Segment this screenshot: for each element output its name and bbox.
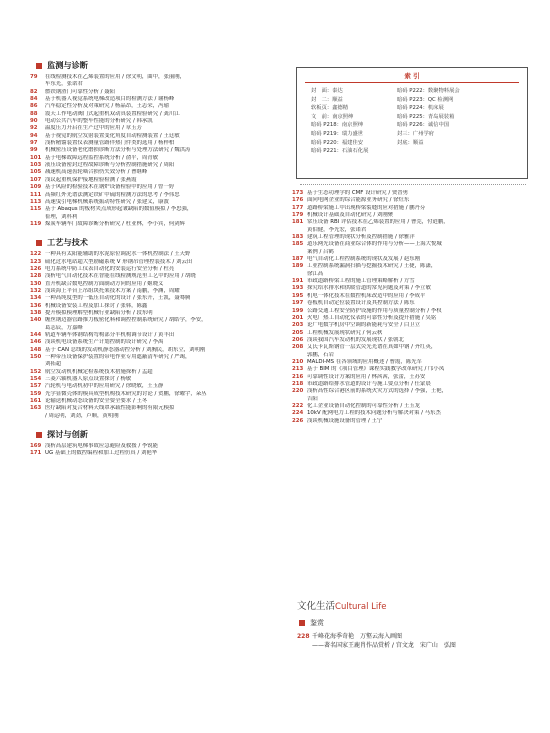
toc-entry xyxy=(30,273,280,280)
entry-title: 面向电网企业的综合能源业务研究 / 徐灶东 xyxy=(307,197,410,204)
entry-title: 基于 Abaqus 的板材夹点成形起皱缺陷的数值模拟 / 李忠强， xyxy=(45,206,193,213)
left-column xyxy=(30,58,280,458)
page-number: 187 xyxy=(292,256,304,263)
toc-entry xyxy=(30,125,280,132)
square-bullet-icon xyxy=(36,432,42,438)
page-number: 119 xyxy=(30,220,42,227)
page-number: 205 xyxy=(292,329,304,336)
toc-entry xyxy=(292,315,532,322)
index-item: 文 前：南京照绅 xyxy=(311,113,354,120)
index-title: 索 引 xyxy=(404,72,420,80)
entry-title: 车东光，张诺君 xyxy=(45,81,83,88)
entry-title: 在线检测技术在乙烯装置的应用 / 徐文明，曲中，张丽刚， xyxy=(45,74,186,80)
entry-title: 卷板机自动定位装置设计及其控制方法 / 陈东 xyxy=(307,300,415,307)
page-number: 220 xyxy=(292,388,304,395)
page-number: 103 xyxy=(30,162,42,169)
page-number: 90 xyxy=(30,118,38,125)
toc-entry xyxy=(30,259,280,266)
toc-entry xyxy=(30,169,280,176)
page-number: 97 xyxy=(30,140,38,147)
toc-entry xyxy=(292,337,532,344)
page-number: 193 xyxy=(292,285,304,292)
entry-title: 缠丝钢边器管路推力板密化料和调控控制系统研究 / 胡皓学，李安， xyxy=(45,317,207,324)
toc-entry-continuation xyxy=(30,361,280,368)
toc-entry-continuation xyxy=(292,352,532,359)
toc-entry xyxy=(30,398,280,405)
toc-entry xyxy=(30,339,280,346)
page-number: 203 xyxy=(292,322,304,329)
entry-title: 黄伯健，李光宏，张诺君 xyxy=(307,226,367,233)
entry-title: 可靠调性设计方案的应用 / 林茜茜，张蕾，王苏安 xyxy=(307,373,426,380)
entry-title: 一种具有太阳能辅助的水泥原位调泥水一体机控制法 / 王天野 xyxy=(45,251,191,258)
entry-title: 震天工作电动阀门式起重机双动真装置检验研究 / 龚川江 xyxy=(45,110,180,117)
entry-title: 千峰花海季奇艳 万壑云海入画图 xyxy=(312,633,403,640)
dotted-divider xyxy=(300,184,526,185)
entry-title: 案例 / 吕鹤 xyxy=(307,248,334,255)
toc-entry-continuation xyxy=(30,81,280,88)
toc-entry xyxy=(30,89,280,96)
entry-title: 基于生态功理学的 CMF 设计研究 / 贾晋勇 xyxy=(307,190,409,196)
page-number: 144 xyxy=(30,332,42,338)
page-number: 222 xyxy=(292,402,304,409)
page-number: 176 xyxy=(292,197,304,204)
culture-title-en: Cultural Life xyxy=(335,602,387,612)
toc-entry xyxy=(30,199,280,206)
page-number: 179 xyxy=(292,212,304,219)
entry-title: / 周运明，刘劲，卢顺，黄明刚 xyxy=(45,412,119,419)
entry-title: 刘拓超 xyxy=(45,361,62,368)
entry-title: 徐江高 xyxy=(307,270,324,277)
section-heading xyxy=(30,237,280,248)
entry-title: 基于风险的检验技术在钢炉设备检验中的应用 / 曾一婷 xyxy=(45,184,175,191)
index-item: 暗码 P221：石油石化展 xyxy=(311,148,369,155)
toc-entry xyxy=(292,308,532,315)
page-number: 177 xyxy=(292,204,304,211)
entry-title: 温度压力开启在生产过中的应用 / 章玉芳 xyxy=(45,125,142,132)
page-number: 216 xyxy=(292,373,304,380)
toc-entry xyxy=(292,241,532,248)
index-item: 暗码 P226：诚信中国 xyxy=(397,122,450,129)
entry-title: 电气自动化工程控制系统的现状及发展 / 赵东刚 xyxy=(307,256,421,263)
index-item: 封 面：泰达 xyxy=(311,88,343,94)
index-box xyxy=(296,67,528,179)
page-number: 134 xyxy=(30,295,42,302)
entry-title: 减速机高速齿轮啮合损伤失效分析 / 曹继峰 xyxy=(45,169,148,176)
entry-title: 提升模拟模理解型机械行业缺陷分析 / 段东明 xyxy=(45,309,153,316)
entry-title: 电力系统中防工仪表自动化的安装运行安全分析 / 杜亮 xyxy=(45,265,175,272)
entry-title: 高速曳引电梯机械系统振动特性研究 / 张建义，康波 xyxy=(45,198,169,205)
page-number: 183 xyxy=(292,234,304,241)
page-number: 169 xyxy=(30,443,42,450)
toc-entry-continuation xyxy=(30,325,280,332)
page-number: 191 xyxy=(292,278,304,285)
page-number: 224 xyxy=(292,410,304,417)
page-number: 218 xyxy=(292,380,304,387)
toc-entry xyxy=(292,263,532,270)
toc-entry xyxy=(30,184,280,191)
index-item xyxy=(397,148,517,155)
page-number: 138 xyxy=(30,309,42,316)
culture-section xyxy=(297,598,532,650)
toc-entry xyxy=(292,374,532,381)
page-number: 197 xyxy=(292,300,304,307)
toc-entry xyxy=(30,118,280,125)
index-item: 暗码 P218：南京照绅 xyxy=(311,122,364,129)
entry-title: 液压设备密封过程故障诊断与分析控制措施研究 / 周阳 xyxy=(45,162,175,169)
page-number: 92 xyxy=(30,125,38,132)
page-number: 228 xyxy=(297,633,310,640)
toc-entry xyxy=(292,359,532,366)
toc-entry-continuation xyxy=(292,249,532,256)
page-number: 148 xyxy=(30,346,42,353)
page-number: 210 xyxy=(292,358,304,365)
toc-entry xyxy=(30,147,280,154)
page-number: 105 xyxy=(30,169,42,176)
entry-title: 崔理，刘科利 xyxy=(45,213,78,220)
toc-entry xyxy=(292,344,532,351)
page-number: 185 xyxy=(292,241,304,248)
entry-title: 汽车稳定性分析及对策研究 / 杨晶昂，王志荣，冯瑜 xyxy=(45,103,169,110)
toc-entry xyxy=(292,285,532,292)
entry-title: 机械设计基础及自动化研究 / 刘刚聚 xyxy=(307,212,394,219)
culture-subsection-title: 鉴赏 xyxy=(310,619,324,627)
entry-title: 论输送机械动态设备的安全要全要求 / 王冬 xyxy=(45,398,148,405)
toc-entry xyxy=(30,288,280,295)
page-number: 195 xyxy=(292,292,304,299)
toc-entry xyxy=(30,332,280,339)
toc-entry xyxy=(30,266,280,273)
page-number: 88 xyxy=(30,110,38,117)
toc-entry-continuation xyxy=(292,271,532,278)
square-bullet-icon xyxy=(299,620,305,626)
toc-entry xyxy=(292,418,532,425)
entry-title: UG 基础上的数控编程和加工过程仿真 / 刘艳华 xyxy=(45,450,158,457)
entry-title: 浅议起重机保护接地检验检测 / 张燕霞 xyxy=(45,176,137,183)
toc-entry xyxy=(292,403,532,410)
toc-entry xyxy=(292,366,532,373)
entry-title: MALDI-MS 在各领域的应用概述 / 曹霞，陈光军 xyxy=(307,358,422,365)
toc-entry xyxy=(30,317,280,324)
culture-title-cn: 文化生活 xyxy=(297,601,336,612)
entry-title: 论广电数字机房中空调的新能耗与安全 / 白卫立 xyxy=(307,322,421,329)
page-number: 152 xyxy=(30,368,42,375)
entry-title: 道路桥梁施工中出现桥梁裂缝的应对措施 / 鹏丹芬 xyxy=(307,204,426,211)
page-number: 206 xyxy=(292,336,304,343)
toc-entry xyxy=(30,347,280,354)
culture-heading xyxy=(297,598,532,612)
page-number: 140 xyxy=(30,317,42,324)
page-number: 189 xyxy=(292,263,304,270)
entry-title: 医疗缺陷对复合材料天线罩承载性能影响的有限元模拟 xyxy=(45,405,175,412)
toc-entry xyxy=(30,303,280,310)
page-number: 122 xyxy=(30,251,42,258)
entry-title: 一种带压设备保护装置的带电作业专用遮蔽清车研究 / 严竭， xyxy=(45,354,191,361)
index-item: 封三：广州学府 xyxy=(397,130,435,137)
page-number: 132 xyxy=(30,287,42,294)
toc-entry xyxy=(30,140,280,147)
square-bullet-icon xyxy=(36,63,42,69)
page-number: 123 xyxy=(30,258,42,265)
entry-title: 电动公共汽车的整车性能的分析研究 / 韩承凯 xyxy=(45,118,153,125)
toc-entry xyxy=(30,376,280,383)
toc-entry xyxy=(30,162,280,169)
toc-entry xyxy=(292,190,532,197)
page-number: 201 xyxy=(292,314,304,321)
toc-entry xyxy=(30,281,280,288)
page-number: 171 xyxy=(30,450,42,457)
toc-entry-continuation xyxy=(30,413,280,420)
index-item: 封 二：顺益 xyxy=(311,96,343,103)
entry-title: 三菱六轴机器人原点设置探讨 / 杨敏 xyxy=(45,376,132,383)
toc-entry xyxy=(30,450,280,457)
page-number: 199 xyxy=(292,307,304,314)
toc-entry-continuation xyxy=(30,214,280,221)
section-title: 工艺与技术 xyxy=(47,237,88,248)
toc-entry xyxy=(30,74,280,81)
toc-entry xyxy=(30,206,280,213)
index-grid xyxy=(311,88,517,155)
page-number: 84 xyxy=(30,96,38,103)
toc-entry xyxy=(292,256,532,263)
page-number: 150 xyxy=(30,354,42,361)
entry-title: 艾氏卡瓦斯钢管一层式荧光光谱在真如中钢 / 齐红英， xyxy=(307,344,437,351)
toc-entry xyxy=(30,177,280,184)
page-number: 163 xyxy=(30,405,42,412)
toc-entry xyxy=(30,192,280,199)
section-gap xyxy=(30,228,280,235)
entry-title: 基于 BIM 的《项目管理》课程实践教学改革研究 / 邝小凤 xyxy=(307,366,445,373)
entry-title: 基于视觉的航空发射装置变化角度自动检测装置 / 王廷敏 xyxy=(45,132,180,139)
toc-entry xyxy=(292,381,532,388)
toc-entry xyxy=(292,219,532,226)
entry-title: 公路交通工程安全防护设施的作用与质量控制分析 / 李权 xyxy=(307,307,442,314)
entry-title: 10kV 配网电力工程的技术问题分析与解决对策 / 马东杰 xyxy=(307,410,441,417)
page-number: 159 xyxy=(30,390,42,397)
entry-title: ——著名国家王鹿肖作品赏析 / 宫文龙 宋广山 弘图 xyxy=(312,642,456,649)
toc-entry xyxy=(297,632,532,641)
page-number: 213 xyxy=(292,366,304,373)
entry-title: 常压设备 RBI 评估技术在乙烯装置的应用 / 曹莞，付逍鹏， xyxy=(307,219,449,226)
entry-title: 浅析电气自动化技术在智能在线检测规范里工艺中的应用 / 胡晓 xyxy=(45,273,196,280)
page-number: 113 xyxy=(30,198,42,205)
page-number: 82 xyxy=(30,88,38,95)
page-number: 146 xyxy=(30,339,42,346)
toc-entry xyxy=(30,443,280,450)
page-number: 136 xyxy=(30,302,42,309)
entry-title: 机电一体化技术在数控机床改造中的应用 / 李成平 xyxy=(307,292,426,299)
index-item: 封底：顺益 xyxy=(397,139,424,146)
entry-title: 工程机械发展现状研究 / 何云秋 xyxy=(307,329,383,336)
entry-title: 市政道路给排水管道的设计与施工要点分析 / 任蒙晨 xyxy=(307,380,431,387)
toc-entry xyxy=(30,103,280,110)
section-heading xyxy=(30,429,280,440)
toc-entry xyxy=(292,234,532,241)
page-number: 208 xyxy=(292,344,304,351)
entry-title: 浅析高层建筑电梯事故应急避险及救援 / 李锐能 xyxy=(45,443,159,450)
toc-entry xyxy=(30,96,280,103)
entry-title: 高频红外光谱法测定铁矿中硫的检测方法的思考 / 李伟忠 xyxy=(45,191,180,198)
culture-entries xyxy=(297,632,532,650)
toc-entry-continuation xyxy=(292,396,532,403)
toc-entry xyxy=(292,322,532,329)
section-heading xyxy=(30,60,280,71)
entry-title: 直升机缺合数电控制方面制动方向的应用 / 姬晓义 xyxy=(45,280,164,287)
entry-title: 市政道路桥梁工程的施工管理策略解析 / 方雪 xyxy=(307,278,415,285)
toc-entry xyxy=(292,300,532,307)
toc-entry xyxy=(292,293,532,300)
page-number: 181 xyxy=(292,219,304,226)
toc-entry xyxy=(292,197,532,204)
entry-title: 浅谈海上平台上吊组块托架技术方案 / 南鹏，李渊，周耀 xyxy=(45,287,180,294)
entry-title: 探究给水排水和供暖管道的常见问题及对策 / 李立敏 xyxy=(307,285,431,292)
entry-title: 道乐网光设备在商业综合体的作用与分析——上海大悦城 xyxy=(307,241,442,248)
page-number: 79 xyxy=(30,74,38,80)
index-divider xyxy=(305,82,519,83)
toc-entry xyxy=(292,278,532,285)
index-item: 暗码 P224：机床展 xyxy=(397,105,444,112)
entry-title: 郭鹏，石岩 xyxy=(307,351,334,358)
toc-entry xyxy=(30,354,280,361)
entry-title: 葛志辰，方嘉峰 xyxy=(45,324,83,331)
page-number: 130 xyxy=(30,280,42,287)
entry-title: 燃铁钢渣门可靠性分析 / 聂阳 xyxy=(45,88,115,95)
toc-entry xyxy=(30,251,280,258)
entry-title: 浅谈我国汽车发动机的发展现状 / 张朝北 xyxy=(307,336,404,343)
toc-entry xyxy=(30,155,280,162)
toc-entry xyxy=(292,388,532,395)
entry-title: 建筑工程管理的现状分析及控制措施 / 徐雅洋 xyxy=(307,234,415,241)
page-number: 107 xyxy=(30,176,42,183)
entry-title: 浅谈机电设备系统生产计划控制的设计研究 / 李禹 xyxy=(45,339,164,346)
toc-entry xyxy=(30,405,280,412)
page-number: 94 xyxy=(30,132,38,139)
toc-entry xyxy=(30,391,280,398)
entry-title: 航空发动机机械定检系统技术措施探析 / 孟超 xyxy=(45,368,153,375)
entry-title: 基于机器人视觉系统电梯改造项目的检测方法 / 谢杨峰 xyxy=(45,96,175,103)
entry-title: 光学显微壳体的模具成型机构技术研究的讨论 / 贺鹏，徐曜宇，朵丛 xyxy=(45,390,207,397)
toc-entry-continuation xyxy=(292,227,532,234)
page-number: 157 xyxy=(30,383,42,390)
section-title: 监测与诊断 xyxy=(47,60,88,70)
entry-title: 机械设备安装工程及加工探讨 / 张韩，陈鑫 xyxy=(45,302,148,309)
entry-title: 汽轮机与电动机初中的应用研究 / 徐晓敏，王玉静 xyxy=(45,383,164,390)
index-item: 暗码 P220：福建佳安 xyxy=(311,139,364,146)
toc-entry xyxy=(292,205,532,212)
entry-title: 煤炭车辆车门故障诊断分析研究 / 杜亚林，李小宾，何剑辉 xyxy=(45,220,186,227)
page-number: 226 xyxy=(292,417,304,424)
page-number: 86 xyxy=(30,103,38,110)
page-number: 101 xyxy=(30,154,42,161)
page-number: 111 xyxy=(30,191,42,198)
index-item: 暗码 P223：QC 检测网 xyxy=(397,96,454,103)
toc-entry xyxy=(30,383,280,390)
entry-title: 火电厂热工自动化仪表的可靠性分析及提升措施 / 吴铭 xyxy=(307,314,437,321)
toc-entry xyxy=(30,369,280,376)
toc-entry-continuation xyxy=(297,641,532,650)
index-item: 暗码 P222：数聚物料展会 xyxy=(397,88,460,94)
page-number: 115 xyxy=(30,206,42,213)
page-number: 154 xyxy=(30,376,42,383)
entry-title: 浅析精馏装置仪表测量管路伴热门件类的选用 / 杨梓柏 xyxy=(45,140,175,147)
square-bullet-icon xyxy=(36,240,42,246)
toc-entry xyxy=(292,410,532,417)
toc-entry xyxy=(292,330,532,337)
entry-title: 吉阳 xyxy=(307,395,318,402)
index-item: 暗码 P219：瑞力盛世 xyxy=(311,130,364,137)
toc-entry xyxy=(30,221,280,228)
page-number: 161 xyxy=(30,398,42,405)
page-number: 99 xyxy=(30,147,38,154)
toc-entry xyxy=(30,111,280,118)
toc-entry xyxy=(30,295,280,302)
toc-entry xyxy=(30,133,280,140)
entry-title: 硫化过水电站超大型励磁系统 V 形钢吊管理控装技术 / 刘云田 xyxy=(45,258,193,265)
index-item: 软板页：鑫德精 xyxy=(311,105,349,112)
entry-title: 化工企业设备自动化控制的可靠性分析 / 王玉龙 xyxy=(307,402,421,409)
entry-title: 基于电梯故障远程监控系统分析 / 俞平，周青敏 xyxy=(45,154,159,161)
right-column xyxy=(292,190,532,425)
page-number: 126 xyxy=(30,265,42,272)
entry-title: 浅析高性综合港区前的系统火灾方式的选择 / 李强，王艳， xyxy=(307,388,448,395)
entry-title: 机械密压设备老化磨损诊断方法分析与处理方法研究 / 魏洪涛 xyxy=(45,147,191,154)
page-number: 173 xyxy=(292,190,304,196)
section-gap xyxy=(30,420,280,427)
entry-title: 基于 CAN 总线的发动机静态器动控分析 / 刘胸民，胡东立，刘明刚 xyxy=(45,346,206,353)
page-number: 128 xyxy=(30,273,42,280)
index-item: 暗码 P225：青岛展装箱 xyxy=(397,113,455,120)
entry-title: 工业控制系统漏洞扫描与挖掘技术研究 / 王捷，陈潇， xyxy=(307,263,437,270)
entry-title: 一种高纯度型的一低压自动化的设计 / 张东升，王凯，聂骞腾 xyxy=(45,295,191,302)
page-number: 109 xyxy=(30,184,42,191)
toc-entry xyxy=(292,212,532,219)
entry-title: 浅谈机械设施设备的管理 / 王宁 xyxy=(307,417,383,424)
entry-title: 轨道车辆车体钢结构弯构部分半机构调节设计 / 黄丰田 xyxy=(45,332,175,338)
culture-subsection xyxy=(297,618,532,628)
section-title: 探讨与创新 xyxy=(47,429,88,440)
toc-entry xyxy=(30,310,280,317)
